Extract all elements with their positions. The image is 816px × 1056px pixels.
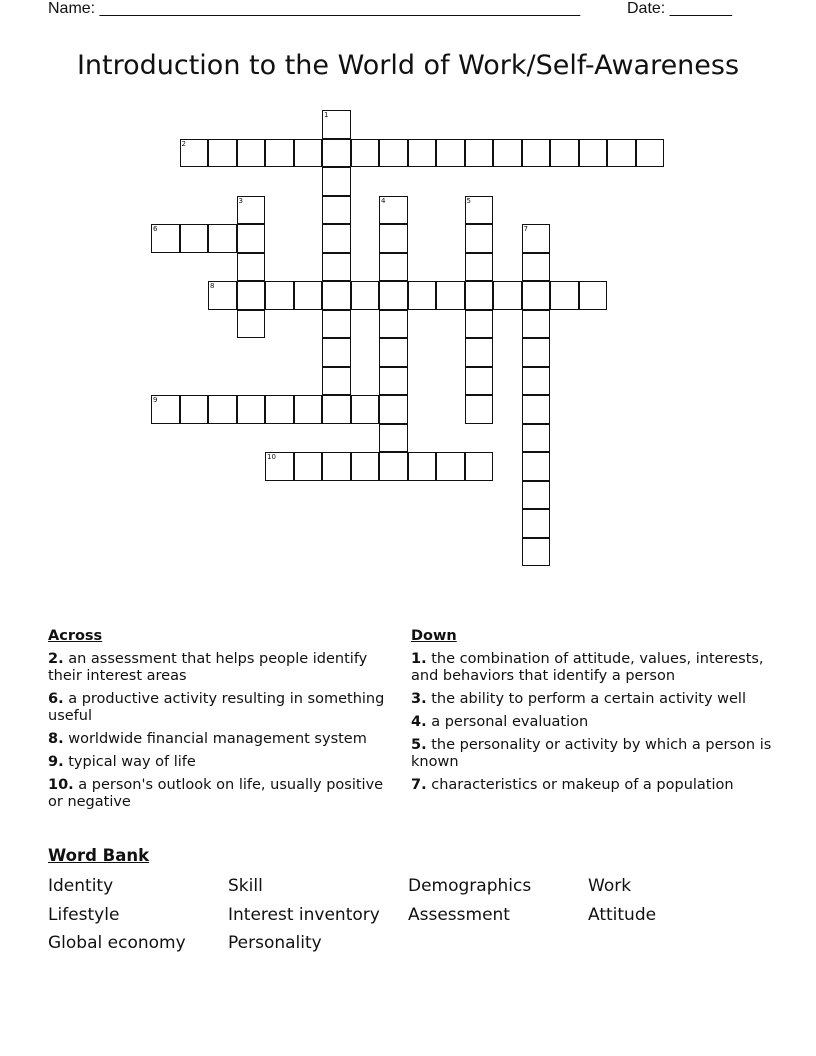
grid-cell[interactable] bbox=[351, 395, 380, 424]
grid-cell[interactable] bbox=[379, 367, 408, 396]
grid-cell[interactable] bbox=[208, 139, 237, 168]
grid-cell[interactable] bbox=[180, 224, 209, 253]
grid-cell[interactable] bbox=[322, 367, 351, 396]
grid-cell[interactable] bbox=[436, 139, 465, 168]
word-bank-item: Skill bbox=[228, 876, 263, 896]
grid-cell[interactable] bbox=[379, 139, 408, 168]
grid-cell[interactable] bbox=[322, 395, 351, 424]
down-heading: Down bbox=[411, 628, 457, 644]
grid-cell[interactable] bbox=[237, 139, 266, 168]
clue-number: 9. bbox=[48, 754, 64, 770]
grid-cell[interactable] bbox=[180, 395, 209, 424]
clue-number-label: 3 bbox=[238, 196, 243, 205]
grid-cell[interactable] bbox=[550, 139, 579, 168]
grid-cell[interactable] bbox=[237, 253, 266, 282]
grid-cell[interactable] bbox=[265, 139, 294, 168]
grid-cell[interactable] bbox=[265, 395, 294, 424]
grid-cell[interactable] bbox=[237, 196, 266, 225]
grid-cell[interactable] bbox=[408, 281, 437, 310]
grid-cell[interactable] bbox=[237, 310, 266, 339]
grid-cell[interactable] bbox=[322, 139, 351, 168]
grid-cell[interactable] bbox=[208, 281, 237, 310]
grid-cell[interactable] bbox=[237, 224, 266, 253]
clue-number-label: 2 bbox=[181, 139, 186, 148]
grid-cell[interactable] bbox=[522, 452, 551, 481]
grid-cell[interactable] bbox=[294, 281, 323, 310]
grid-cell[interactable] bbox=[522, 481, 551, 510]
name-field[interactable]: Name: ______________________________________________________ bbox=[48, 0, 581, 17]
grid-cell[interactable] bbox=[522, 395, 551, 424]
grid-cell[interactable] bbox=[465, 367, 494, 396]
word-bank-item: Personality bbox=[228, 933, 322, 953]
grid-cell[interactable] bbox=[322, 338, 351, 367]
grid-cell[interactable] bbox=[607, 139, 636, 168]
grid-cell[interactable] bbox=[465, 253, 494, 282]
grid-cell[interactable] bbox=[522, 253, 551, 282]
grid-cell[interactable] bbox=[522, 310, 551, 339]
clue-text: a personal evaluation bbox=[431, 714, 589, 730]
grid-cell[interactable] bbox=[379, 253, 408, 282]
grid-cell[interactable] bbox=[265, 452, 294, 481]
grid-cell[interactable] bbox=[265, 281, 294, 310]
clue-number: 10. bbox=[48, 777, 74, 793]
word-bank-item: Demographics bbox=[408, 876, 532, 896]
clue-text: the personality or activity by which a person is known bbox=[411, 737, 772, 770]
clue-text: characteristics or makeup of a population bbox=[431, 777, 734, 793]
grid-cell[interactable] bbox=[294, 395, 323, 424]
down-clues bbox=[411, 628, 773, 800]
grid-cell[interactable] bbox=[208, 395, 237, 424]
word-bank-item: Attitude bbox=[588, 904, 657, 925]
grid-cell[interactable] bbox=[493, 139, 522, 168]
grid-cell[interactable] bbox=[322, 224, 351, 253]
grid-cell[interactable] bbox=[436, 281, 465, 310]
grid-cell[interactable] bbox=[208, 224, 237, 253]
word-bank-item: Interest inventory bbox=[228, 904, 380, 925]
grid-cell[interactable] bbox=[351, 452, 380, 481]
across-heading: Across bbox=[48, 628, 103, 644]
grid-cell[interactable] bbox=[465, 196, 494, 225]
grid-cell[interactable] bbox=[408, 452, 437, 481]
down-clue bbox=[411, 651, 773, 685]
grid-cell[interactable] bbox=[465, 139, 494, 168]
across-clue bbox=[48, 691, 393, 725]
grid-cell[interactable] bbox=[465, 395, 494, 424]
down-clue bbox=[411, 714, 773, 731]
clue-number-label: 4 bbox=[381, 196, 386, 205]
grid-cell[interactable] bbox=[522, 281, 551, 310]
grid-cell[interactable] bbox=[322, 196, 351, 225]
grid-cell[interactable] bbox=[151, 395, 180, 424]
clue-number: 3. bbox=[411, 691, 427, 707]
clue-number-label: 9 bbox=[153, 396, 158, 404]
page-title: Introduction to the World of Work/Self-Awareness bbox=[76, 50, 740, 81]
grid-cell[interactable] bbox=[636, 139, 665, 168]
clue-number-label: 5 bbox=[466, 196, 471, 205]
grid-cell[interactable] bbox=[237, 281, 266, 310]
grid-cell[interactable] bbox=[379, 452, 408, 481]
grid-cell[interactable] bbox=[465, 338, 494, 367]
across-clue bbox=[48, 651, 393, 685]
clue-text: the ability to perform a certain activity well bbox=[431, 691, 746, 707]
down-clue bbox=[411, 691, 773, 708]
grid-cell[interactable] bbox=[379, 224, 408, 253]
grid-cell[interactable] bbox=[351, 281, 380, 310]
grid-cell[interactable] bbox=[379, 424, 408, 453]
clue-number-label: 1 bbox=[324, 111, 329, 119]
grid-cell[interactable] bbox=[351, 139, 380, 168]
grid-cell[interactable] bbox=[151, 224, 180, 253]
clue-number: 5. bbox=[411, 737, 427, 753]
clue-text: an assessment that helps people identify their interest areas bbox=[48, 651, 368, 684]
grid-cell[interactable] bbox=[322, 167, 351, 196]
clue-text: typical way of life bbox=[68, 754, 196, 770]
clue-text: worldwide financial management system bbox=[68, 731, 367, 747]
grid-cell[interactable] bbox=[379, 310, 408, 339]
grid-cell[interactable] bbox=[237, 395, 266, 424]
grid-cell[interactable] bbox=[522, 538, 551, 567]
grid-cell[interactable] bbox=[550, 281, 579, 310]
clue-number-label: 10 bbox=[267, 453, 276, 461]
word-bank-item: Work bbox=[588, 876, 632, 896]
across-clues bbox=[48, 628, 393, 817]
clue-text: a person's outlook on life, usually positive or negative bbox=[48, 777, 384, 810]
clue-text: the combination of attitude, values, interests, and behaviors that identify a person bbox=[411, 651, 764, 684]
grid-cell[interactable] bbox=[522, 139, 551, 168]
grid-cell[interactable] bbox=[379, 338, 408, 367]
clue-number-label: 6 bbox=[153, 225, 158, 233]
across-clue bbox=[48, 754, 393, 771]
grid-cell[interactable] bbox=[493, 281, 522, 310]
grid-cell[interactable] bbox=[522, 224, 551, 253]
clue-number: 4. bbox=[411, 714, 427, 730]
clue-text: a productive activity resulting in something useful bbox=[48, 691, 385, 724]
down-clue bbox=[411, 737, 773, 771]
grid-cell[interactable] bbox=[436, 452, 465, 481]
across-clue bbox=[48, 777, 393, 811]
grid-cell[interactable] bbox=[465, 281, 494, 310]
word-bank-item: Lifestyle bbox=[48, 904, 120, 925]
date-field[interactable]: Date: _______ bbox=[627, 0, 732, 17]
clue-number: 7. bbox=[411, 777, 427, 793]
grid-cell[interactable] bbox=[522, 509, 551, 538]
grid-cell[interactable] bbox=[379, 395, 408, 424]
grid-cell[interactable] bbox=[322, 310, 351, 339]
grid-cell[interactable] bbox=[180, 139, 209, 168]
grid-cell[interactable] bbox=[465, 310, 494, 339]
grid-cell[interactable] bbox=[579, 281, 608, 310]
grid-cell[interactable] bbox=[322, 253, 351, 282]
word-bank-item: Global economy bbox=[48, 933, 186, 953]
grid-cell[interactable] bbox=[294, 139, 323, 168]
grid-cell[interactable] bbox=[322, 452, 351, 481]
clue-number: 6. bbox=[48, 691, 64, 707]
across-clue bbox=[48, 731, 393, 748]
grid-cell[interactable] bbox=[408, 139, 437, 168]
grid-cell[interactable] bbox=[322, 110, 351, 139]
grid-cell[interactable] bbox=[522, 338, 551, 367]
grid-cell[interactable] bbox=[294, 452, 323, 481]
clue-number-label: 7 bbox=[523, 225, 528, 233]
word-bank-item: Identity bbox=[48, 876, 114, 896]
grid-cell[interactable] bbox=[579, 139, 608, 168]
grid-cell[interactable] bbox=[522, 367, 551, 396]
grid-cell[interactable] bbox=[465, 224, 494, 253]
grid-cell[interactable] bbox=[379, 196, 408, 225]
word-bank-heading: Word Bank bbox=[48, 846, 150, 865]
clue-number: 2. bbox=[48, 651, 64, 667]
grid-cell[interactable] bbox=[522, 424, 551, 453]
clue-number: 8. bbox=[48, 731, 64, 747]
grid-cell[interactable] bbox=[465, 452, 494, 481]
grid-cell[interactable] bbox=[322, 281, 351, 310]
clue-number-label: 8 bbox=[210, 282, 215, 290]
clue-number: 1. bbox=[411, 651, 427, 667]
grid-cell[interactable] bbox=[379, 281, 408, 310]
down-clue bbox=[411, 777, 773, 794]
word-bank-item: Assessment bbox=[408, 904, 510, 925]
